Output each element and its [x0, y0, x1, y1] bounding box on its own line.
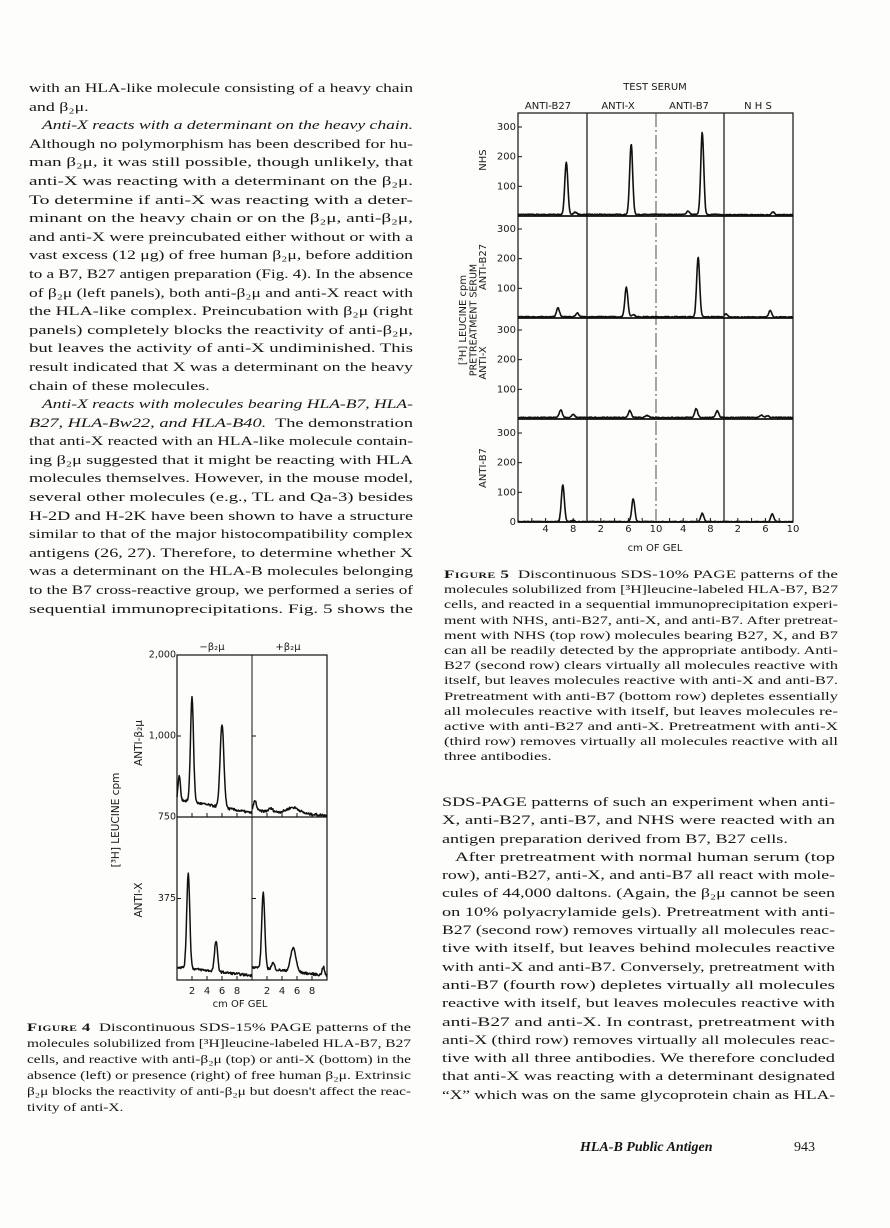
text-line: active with anti-B27 and anti-X. Pretreatment with anti-X — [444, 720, 838, 734]
row-label: ANTI-B27 — [478, 243, 489, 291]
trace-anti-b27-nhs — [724, 310, 793, 317]
y-tick-label: 200 — [496, 151, 516, 163]
trace-anti-x-anti-b27 — [518, 410, 587, 418]
y-tick-label: 300 — [496, 325, 516, 336]
y-tick-label: 100 — [496, 283, 516, 295]
text-line: cells, and reacted in a sequential immunoprecipitation experi- — [444, 598, 838, 612]
y-axis-label: [³H] LEUCINE cpm — [110, 772, 122, 868]
figure-5-title: TEST SERUM — [623, 82, 687, 93]
column-header: +β₂μ — [275, 642, 301, 653]
text-line: tive with all three antibodies. We therefore concluded — [442, 1051, 835, 1066]
y-tick-label: 300 — [496, 224, 516, 235]
text-line: was a determinant on the HLA-B molecules belonging — [29, 564, 413, 579]
text-run: Discontinuous SDS-10% PAGE patterns of the — [509, 568, 838, 581]
trace-anti-b27-anti-x — [587, 287, 656, 317]
text-line: “X” which was on the same glycoprotein chain as HLA- — [442, 1087, 835, 1102]
text-line: with anti-X and anti-B7. Conversely, pretreatment with — [442, 959, 835, 974]
text-line: Pretreatment with anti-B7 (bottom row) depletes essentially — [444, 689, 838, 703]
trace-row1-col1 — [252, 892, 327, 976]
y-tick-label: 0 — [509, 517, 516, 528]
x-tick-label: 6 — [293, 986, 301, 997]
column-header: ANTI-X — [601, 101, 635, 112]
page-number: 943 — [794, 1140, 815, 1155]
italic-run-in-heading: B27, HLA-Bw22, and HLA-B40. — [29, 415, 267, 430]
text-line: all molecules reactive with itself, but leaves molecules re- — [444, 704, 838, 718]
text-line: to a B7, B27 antigen preparation (Fig. 4). In the absence — [29, 266, 413, 281]
text-line: cells, and reactive with anti-β₂μ (top) or anti-X (bottom) in the — [27, 1053, 411, 1066]
text-line: chain of these molecules. — [29, 378, 210, 393]
text-line: three antibodies. — [444, 750, 552, 764]
y-tick-label: 200 — [496, 253, 516, 265]
x-axis-label: cm OF GEL — [627, 543, 683, 554]
text-line: the HLA-like complex. Preincubation with β₂μ (right — [29, 304, 413, 319]
text-run: The demonstration — [266, 415, 413, 430]
text-line: After pretreatment with normal human serum (top — [455, 849, 835, 864]
text-line: To determine if anti-X was reacting with a deter- — [29, 192, 413, 207]
text-line: antigen preparation derived from B7, B27 cells. — [442, 831, 788, 846]
trace-anti-b27-anti-b27 — [518, 308, 587, 318]
text-line: that anti-X was reacting with a determinant designated — [442, 1069, 835, 1084]
text-line: (third row) removes virtually all molecules reactive with all — [444, 735, 838, 749]
y-tick-label: 2,000 — [148, 649, 176, 661]
text-line: that anti-X reacted with an HLA-like molecule contain- — [29, 434, 413, 449]
text-line: similar to that of the major histocompatibility complex — [29, 527, 413, 542]
trace-anti-b7-nhs — [724, 514, 793, 522]
text-line: and β₂μ. — [29, 99, 89, 114]
x-tick-label: 8 — [308, 986, 316, 997]
text-line: anti-X was reacting with a determinant on the β₂μ. — [29, 173, 413, 188]
x-tick-label: 6 — [762, 524, 769, 535]
text-line: to the B7 cross-reactive group, we performed a series of — [29, 583, 413, 598]
figure-label: Figure 4 — [27, 1021, 91, 1034]
text-line: can all be readily detected by the appropriate antibody. Anti- — [444, 644, 838, 658]
text-line: Although no polymorphism has been described for hu- — [29, 136, 413, 151]
x-tick-label: 4 — [203, 986, 211, 997]
text-line: β₂μ blocks the reactivity of anti-β₂μ but doesn't affect the reac- — [27, 1085, 411, 1098]
y-tick-label: 200 — [496, 354, 516, 366]
text-line: sequential immunoprecipitations. Fig. 5 shows the — [29, 601, 413, 616]
text-line: ment with NHS, anti-B27, anti-X, and anti-B7. After pretreat- — [444, 613, 838, 627]
x-tick-label: 8 — [707, 524, 714, 535]
y-tick-label: 375 — [157, 893, 176, 904]
y-tick-label: 100 — [496, 181, 516, 193]
text-line: molecules solubilized from [³H]leucine-labeled HLA-B7, B27 — [27, 1037, 411, 1050]
text-line: B27 (second row) removes virtually all molecules reac- — [442, 923, 835, 938]
text-line: result indicated that X was a determinant on the heavy — [29, 359, 413, 374]
x-tick-label: 4 — [278, 986, 286, 997]
trace-anti-b27-anti-b7 — [656, 257, 724, 317]
text-line: reactive with itself, but leaves molecules reactive with — [442, 996, 835, 1011]
text-line: antigens (26, 27). Therefore, to determine whether X — [29, 545, 413, 560]
y-tick-label: 100 — [496, 487, 516, 499]
x-tick-label: 2 — [263, 986, 271, 997]
text-line: several other molecules (e.g., TL and Qa-3) besides — [29, 490, 413, 505]
x-tick-label: 6 — [218, 986, 226, 997]
column-header: ANTI-B7 — [669, 101, 709, 112]
trace-nhs-anti-b27 — [518, 162, 587, 215]
trace-anti-b7-anti-x — [587, 499, 656, 522]
text-line: man β₂μ, it was still possible, though unlikely, that — [29, 155, 413, 170]
text-line: H-2D and H-2K have been shown to have a structure — [29, 508, 413, 523]
column-header: N H S — [744, 101, 772, 112]
text-line: tive with itself, but leaves behind molecules reactive — [442, 941, 835, 956]
y-tick-label: 300 — [496, 428, 516, 439]
text-line: molecules themselves. However, in the mouse model, — [29, 471, 413, 486]
x-tick-label: 8 — [233, 986, 241, 997]
text-line: ment with NHS (top row) molecules bearing B27, X, and B7 — [444, 628, 838, 642]
row-label: ANTI-B7 — [478, 448, 489, 488]
text-line: on 10% polyacrylamide gels). Pretreatment with anti- — [442, 904, 835, 919]
trace-row0-col1 — [252, 801, 327, 817]
italic-run-in-heading: Anti-X reacts with molecules bearing HLA-B7, HLA- — [42, 397, 413, 412]
y-tick-label: 1,000 — [148, 730, 176, 742]
running-title: HLA-B Public Antigen — [580, 1140, 713, 1155]
x-axis-label: cm OF GEL — [212, 999, 268, 1010]
text-line: and anti-X were preincubated either without or with a — [29, 229, 413, 244]
row-label: ANTI-X — [133, 882, 145, 918]
text-line: anti-B27 and anti-X. In contrast, pretreatment with — [442, 1014, 835, 1029]
x-tick-label: 4 — [680, 524, 687, 535]
x-tick-label: 6 — [625, 524, 632, 535]
y-tick-label: 750 — [157, 811, 176, 823]
text-line: tivity of anti-X. — [27, 1101, 124, 1114]
trace-anti-x-nhs — [724, 415, 793, 418]
text-line: X, anti-B27, anti-B7, and NHS were reacted with an — [442, 813, 835, 828]
row-label: NHS — [478, 149, 489, 171]
y-axis-label-secondary: PRETREATMENT SERUM — [468, 263, 480, 377]
x-tick-label: 10 — [786, 524, 800, 535]
trace-row0-col0 — [177, 697, 252, 815]
x-tick-label: 2 — [188, 986, 196, 997]
trace-anti-x-anti-b7 — [656, 409, 724, 418]
x-tick-label: 10 — [649, 524, 663, 535]
trace-nhs-anti-x — [587, 145, 656, 215]
trace-nhs-anti-b7 — [656, 133, 724, 215]
text-line: absence (left) or presence (right) of free human β₂μ. Extrinsic — [27, 1069, 411, 1082]
text-line: with an HLA-like molecule consisting of a heavy chain — [29, 81, 413, 95]
text-line: of β₂μ (left panels), both anti-β₂μ and anti-X react with — [29, 285, 413, 300]
text-line: minant on the heavy chain or on the β₂μ, anti-β₂μ, — [29, 211, 413, 226]
text-line: but leaves the activity of anti-X undiminished. This — [29, 341, 413, 356]
trace-nhs-nhs — [724, 212, 793, 215]
text-line: cules of 44,000 daltons. (Again, the β₂μ cannot be seen — [442, 886, 835, 901]
text-line: vast excess (12 μg) of free human β₂μ, before addition — [29, 248, 413, 263]
row-label: ANTI-β₂μ — [133, 720, 145, 766]
figure-label: Figure 5 — [444, 568, 510, 581]
text-line: anti-B7 (fourth row) depletes virtually all molecules — [442, 977, 835, 992]
text-line: molecules solubilized from [³H]leucine-labeled HLA-B7, B27 — [444, 583, 838, 597]
row-label: ANTI-X — [478, 346, 489, 380]
x-tick-label: 2 — [597, 524, 604, 535]
trace-anti-b7-anti-b27 — [518, 485, 587, 522]
text-line: row), anti-B27, anti-X, and anti-B7 all react with mole- — [442, 868, 835, 883]
trace-anti-b7-anti-b7 — [656, 513, 724, 522]
x-tick-label: 4 — [542, 524, 549, 535]
text-line: SDS-PAGE patterns of such an experiment when anti- — [442, 795, 835, 809]
x-tick-label: 2 — [734, 524, 741, 535]
text-line: ing β₂μ suggested that it might be reacting with HLA — [29, 452, 413, 467]
text-line: anti-X (third row) removes virtually all molecules reac- — [442, 1032, 835, 1047]
text-line: panels) completely blocks the reactivity of anti-β₂μ, — [29, 322, 413, 337]
x-tick-label: 8 — [570, 524, 577, 535]
column-header: −β₂μ — [199, 642, 225, 653]
y-axis-label: [³H] LEUCINE cpm — [458, 274, 469, 366]
y-tick-label: 100 — [496, 384, 516, 396]
y-tick-label: 200 — [496, 457, 516, 469]
text-line: B27 (second row) clears virtually all molecules reactive with — [444, 659, 838, 673]
column-header: ANTI-B27 — [524, 101, 572, 112]
trace-anti-x-anti-x — [587, 410, 656, 418]
y-tick-label: 300 — [496, 122, 516, 133]
text-line: itself, but leaves molecules reactive with anti-X and anti-B7. — [444, 674, 838, 688]
trace-row1-col0 — [177, 873, 252, 977]
text-run: Discontinuous SDS-15% PAGE patterns of the — [90, 1021, 412, 1034]
italic-run-in-heading: Anti-X reacts with a determinant on the heavy chain. — [42, 118, 413, 133]
